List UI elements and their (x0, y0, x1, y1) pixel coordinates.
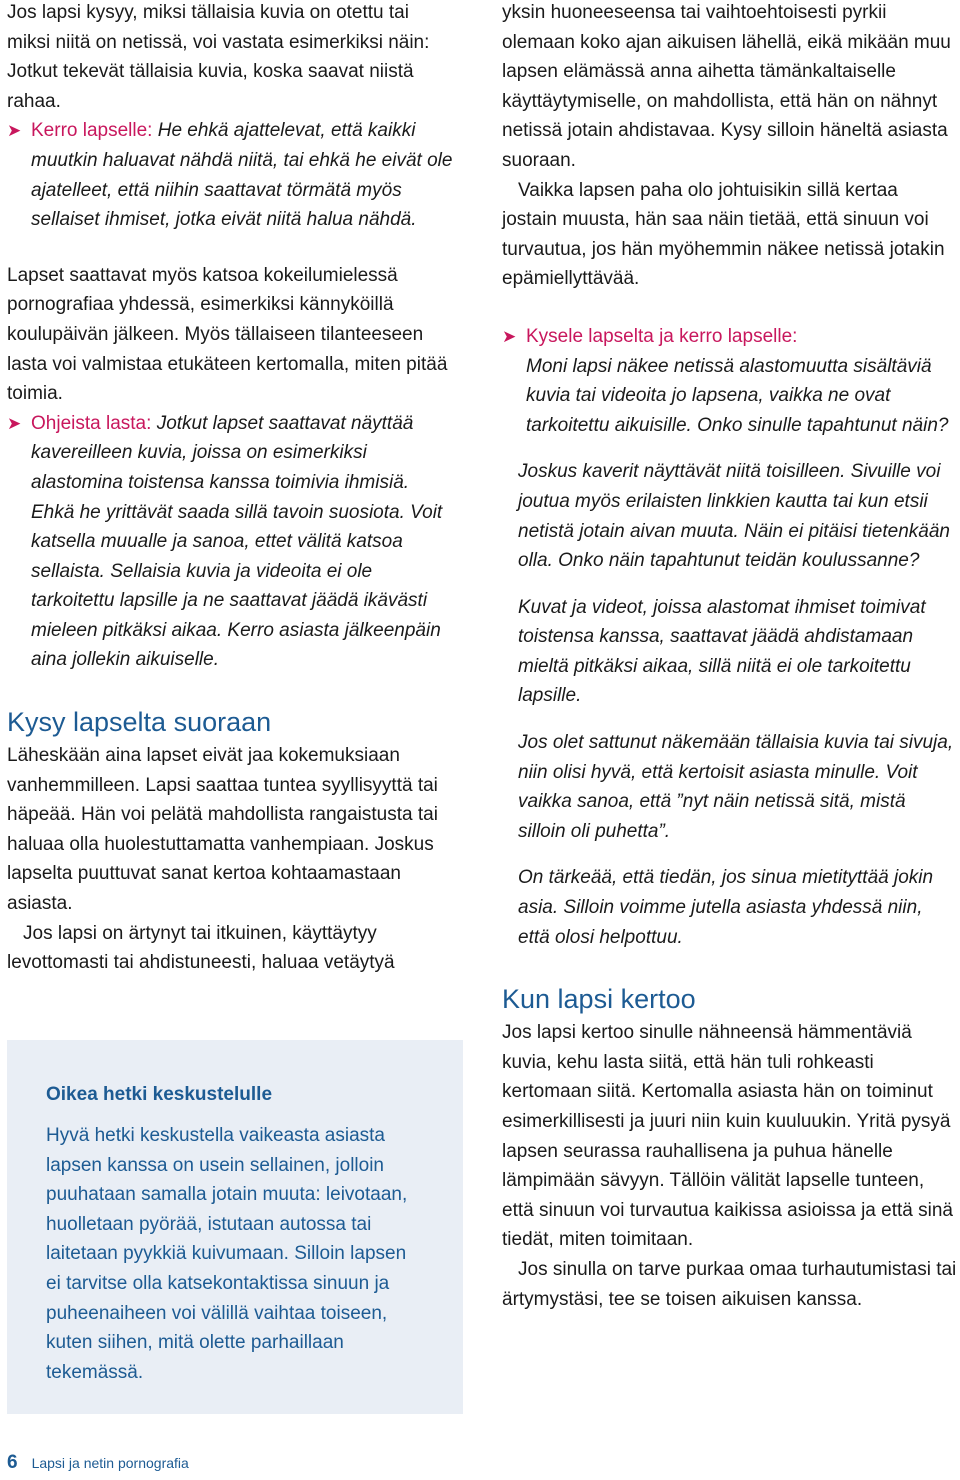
frustration-paragraph: Jos sinulla on tarve purkaa omaa turhautumistasi tai ärtymystäsi, tee se toisen aikuisen kanssa. (502, 1258, 957, 1310)
section-heading-ask: Kysy lapselta suoraan (7, 707, 272, 738)
question-3: Kuvat ja videot, joissa alastomat ihmiset toimivat toistensa kanssa, saattavat jäädä ahdistamaan mieltä pitkäksi aikaa, sillä niitä ei ole tarkoitettu lapsille. (518, 596, 926, 707)
tells-paragraph: Jos lapsi kertoo sinulle nähneensä hämmentäviä kuvia, kehu lasta siitä, että hän tuli rohkeasti kertomaan siitä. Kertomalla asiasta hän on toiminut esimerkillisesti ja juuri niin kuin kuuluukin. Yritä pysyä lapsen seurassa rauhallisena ja puhua hänelle lämpimään sävyyn. Tällöin välität lapselle tunteen, että sinuun voi turvautua kaikissa asioissa ja että sinä tiedät, miten toimitaan. (502, 1022, 953, 1251)
reassure-paragraph: Vaikka lapsen paha olo johtuisikin sillä kertaa jostain muusta, hän saa näin tietää, että sinuun voi turvautua, jos hän myöhemmin näkee netissä jotakin epämiellyttävää. (502, 179, 945, 290)
ask-tell-label: Kysele lapselta ja kerro lapselle: (526, 325, 798, 347)
tell-child-item (7, 116, 457, 234)
kids-watching-paragraph: Lapset saattavat myös katsoa kokeilumielessä pornografiaa yhdessä, esimerkiksi kännyköillä koulupäivän jälkeen. Myös tällaiseen tilanteeseen lasta voi valmistaa etukäteen kertomalla, miten pitää toimia. (7, 264, 448, 405)
info-box-title: Oikea hetki keskustelulle (46, 1084, 273, 1105)
question-2: Joskus kaverit näyttävät niitä toisilleen. Sivuille voi joutua myös erilaisten linkkien kautta tai kun etsii netistä jotain aivan muuta. Näin ei pitäisi tietenkään olla. Onko näin tapahtunut teidän koulussanne? (518, 461, 950, 572)
continued-paragraph: yksin huoneeseensa tai vaihtoehtoisesti pyrkii olemaan koko ajan aikuisen lähellä, eikä mikään muu lapsen elämässä anna aihetta tämänkaltaiselle käyttäytymiselle, on mahdollista, että hän on nähnyt netissä jotain ahdistavaa. Kysy silloin häneltä asiasta suoraan. (502, 2, 951, 171)
question-4: Jos olet sattunut näkemään tällaisia kuvia tai sivuja, niin olisi hyvä, että kertoisit asiasta minulle. Voit vaikka sanoa, että ”nyt näin netissä sitä, mistä silloin oli puhetta”. (518, 732, 954, 842)
guide-child-item (7, 409, 457, 675)
info-box (7, 1040, 463, 1414)
ask-tell-item (502, 322, 958, 352)
irritable-paragraph: Jos lapsi on ärtynyt tai itkuinen, käyttäytyy levottomasti tai ahdistuneesti, haluaa vetäytyä (7, 922, 395, 974)
question-5: On tärkeää, että tiedän, jos sinua mietityttää jokin asia. Silloin voimme jutella asiasta yhdessä niin, että olosi helpottuu. (518, 867, 934, 948)
guide-child-text: Jotkut lapset saattavat näyttää kavereilleen kuvia, joissa on esimerkiksi alastomina toistensa kanssa toimivia ihmisiä. Ehkä he yrittävät saada sillä tavoin suosiota. Voit katsella muualle ja sanoa, ettet välitä katsoa sellaista. Sellaisia kuvia ja videoita ei ole tarkoitettu lapsille ja ne saattavat jäädä ikävästi mieleen pitkäksi aikaa. Kerro asiasta jälkeenpäin aina jollekin aikuiselle. (31, 412, 443, 671)
ask-paragraph: Läheskään aina lapset eivät jaa kokemuksiaan vanhemmilleen. Lapsi saattaa tuntea syyllisyyttä tai häpeää. Hän voi pelätä mahdollista rangaistusta tai haluaa olla huolestuttamatta vanhempiaan. Joskus lapselta puuttuvat sanat kertoa kohtaamastaan asiasta. (7, 745, 438, 915)
guide-child-label: Ohjeista lasta: (31, 412, 152, 434)
intro-paragraph: Jos lapsi kysyy, miksi tällaisia kuvia on otettu tai miksi niitä on netissä, voi vastata esimerkiksi näin: Jotkut tekevät tällaisia kuvia, koska saavat niistä rahaa. (7, 2, 430, 112)
page-number: 6 (7, 1452, 18, 1473)
arrow-icon: ➤ (7, 121, 22, 141)
section-heading-tells: Kun lapsi kertoo (502, 984, 696, 1015)
tell-child-text: He ehkä ajattelevat, että kaikki muutkin haluavat nähdä niitä, tai ehkä he eivät ole ajatelleet, että niihin saattavat törmätä myös sellaiset ihmiset, jotka eivät niitä halua nähdä. (31, 120, 453, 231)
publication-title: Lapsi ja netin pornografia (31, 1455, 189, 1471)
tell-child-label: Kerro lapselle: (31, 120, 153, 142)
right-column (502, 0, 958, 1314)
arrow-icon: ➤ (7, 413, 22, 433)
info-box-text: Hyvä hetki keskustella vaikeasta asiasta lapsen kanssa on usein sellainen, jolloin puuhataan samalla jotain muuta: leivotaan, huolletaan pyörää, istutaan autossa tai laitetaan pyykkiä kuivumaan. Silloin lapsen ei tarvitse olla katsekontaktissa sinuun ja puheenaiheen voi välillä vaihtaa toiseen, kuten siihen, mitä olette parhaillaan tekemässä. (46, 1125, 408, 1383)
page-footer (7, 1452, 189, 1480)
arrow-icon: ➤ (502, 326, 517, 346)
question-1: Moni lapsi näkee netissä alastomuutta sisältäviä kuvia tai videoita jo lapsena, vaikka ne ovat tarkoitettu aikuisille. Onko sinulle tapahtunut näin? (526, 355, 949, 436)
left-column (7, 0, 457, 978)
